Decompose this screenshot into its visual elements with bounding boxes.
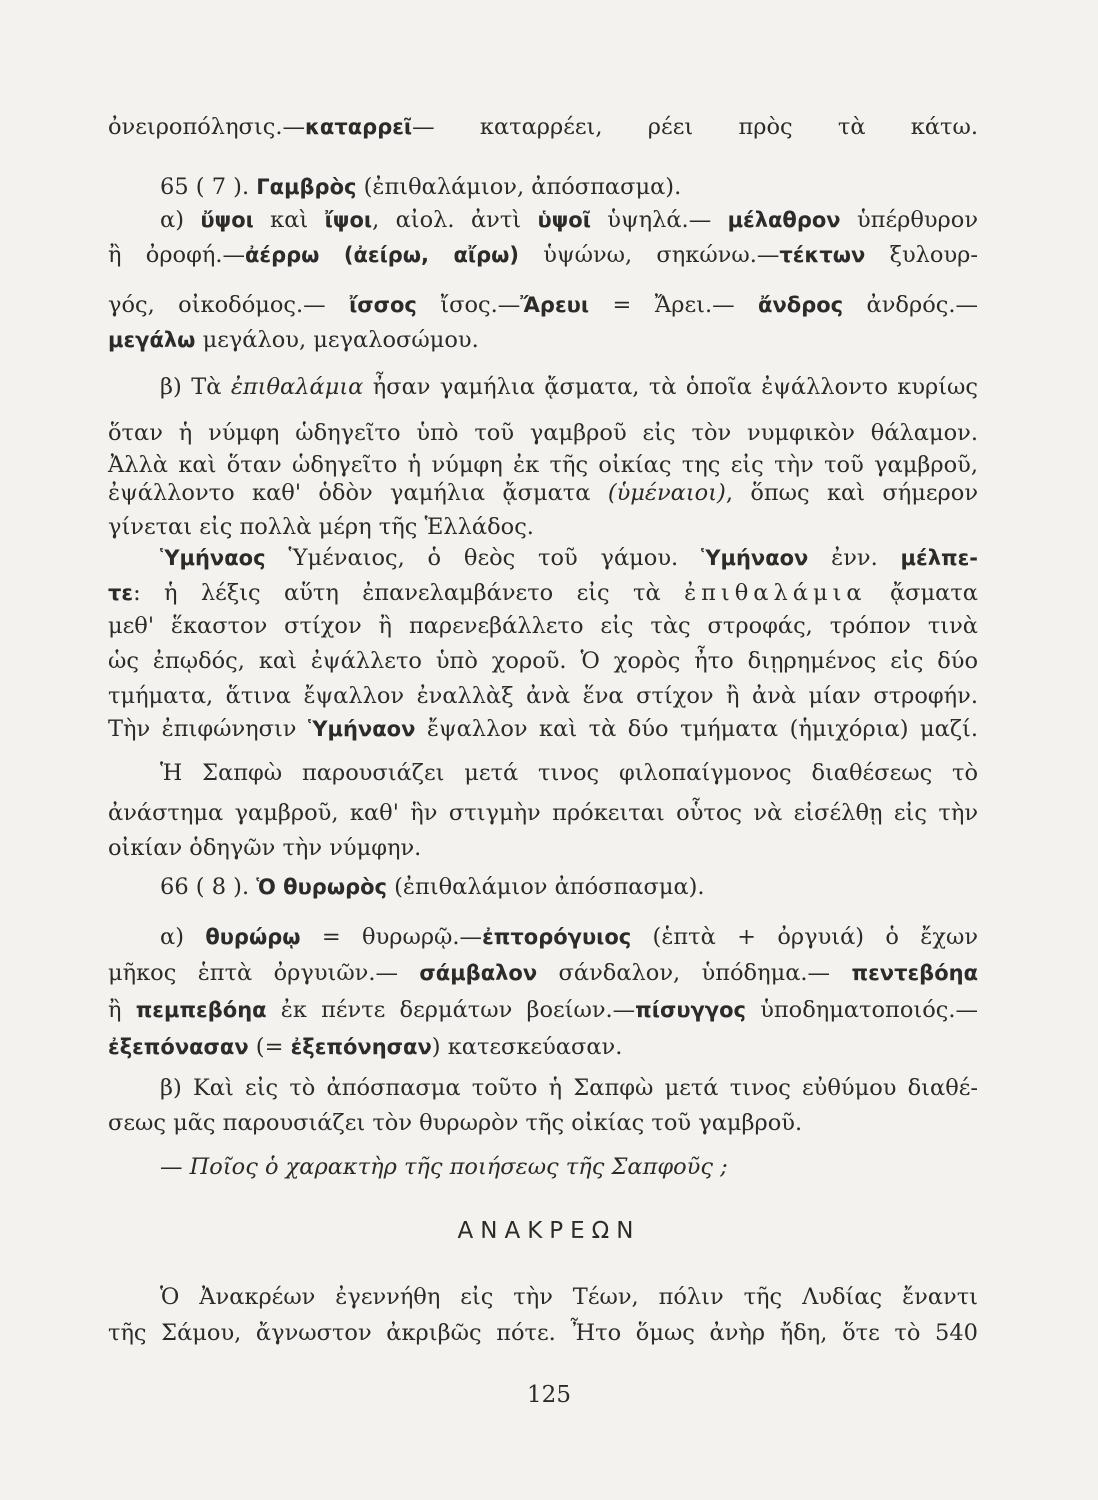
- text-line: ἢ πεμπεβόηα ἐκ πέντε δερμάτων βοείων.—πίσυγγος ὑποδηματοποιός.—: [108, 997, 978, 1023]
- text-line: οἰκίαν ὁδηγῶν τὴν νύμφην.: [108, 835, 422, 861]
- text-line: μεθ' ἕκαστον στίχον ἢ παρενεβάλλετο εἰς τὰς στροφάς, τρόπον τινὰ: [108, 613, 978, 639]
- text-line: τῆς Σάμου, ἄγνωστον ἀκριβῶς πότε. Ἦτο ὅμως ἀνὴρ ἤδη, ὅτε τὸ 540: [108, 1320, 978, 1346]
- text-line: α) ὔψοι καὶ ἴψοι, αἰολ. ἀντὶ ὑψοῖ ὑψηλά.— μέλαθρον ὑπέρθυρον: [160, 207, 979, 233]
- text-line: β) Καὶ εἰς τὸ ἀπόσπασμα τοῦτο ἡ Σαπφὼ μετά τινος εὐθύμου διαθέ-: [160, 1075, 978, 1101]
- text-line: ἐψάλλοντο καθ' ὁδὸν γαμήλια ᾄσματα (ὑμέναιοι), ὅπως καὶ σήμερον: [108, 480, 978, 506]
- text-line: ὅταν ἡ νύμφη ὡδηγεῖτο ὑπὸ τοῦ γαμβροῦ εἰς τὸν νυμφικὸν θάλαμον.: [108, 420, 978, 446]
- author-heading: ΑΝΑΚΡΕΩΝ: [457, 1218, 641, 1244]
- text-line: μῆκος ἑπτὰ ὀργυιῶν.— σάμβαλον σάνδαλον, ὑπόδημα.— πεντεβόηα: [108, 960, 979, 986]
- text-line: Ὁ Ἀνακρέων ἐγεννήθη εἰς τὴν Τέων, πόλιν τῆς Λυδίας ἔναντι: [160, 1284, 978, 1310]
- text-line: μεγάλω μεγάλου, μεγαλοσώμου.: [108, 327, 479, 353]
- text-line: σεως μᾶς παρουσιάζει τὸν θυρωρὸν τῆς οἰκίας τοῦ γαμβροῦ.: [108, 1110, 803, 1136]
- text-line: ἀνάστημα γαμβροῦ, καθ' ἣν στιγμὴν πρόκειται οὗτος νὰ εἰσέλθῃ εἰς τὴν: [108, 800, 978, 826]
- question-line: — Ποῖος ὁ χαρακτὴρ τῆς ποιήσεως τῆς Σαπφοῦς ;: [160, 1154, 728, 1180]
- text-line: τμήματα, ἅτινα ἔψαλλον ἐναλλὰξ ἀνὰ ἕνα στίχον ἢ ἀνὰ μίαν στροφήν.: [108, 683, 978, 709]
- page-number: 125: [527, 1382, 571, 1408]
- text-line: τε: ἡ λέξις αὕτη ἐπανελαμβάνετο εἰς τὰ ἐπιθαλάμια ᾄσματα: [108, 580, 978, 606]
- text-line: α) θυρώρῳ = θυρωρῷ.—ἐπτορόγυιος (ἑπτὰ + ὀργυιά) ὁ ἔχων: [160, 924, 978, 950]
- text-line: γίνεται εἰς πολλὰ μέρη τῆς Ἑλλάδος.: [108, 514, 534, 540]
- text-line: ὡς ἐπῳδός, καὶ ἐψάλλετο ὑπὸ χοροῦ. Ὁ χορὸς ἦτο διῃρημένος εἰς δύο: [108, 648, 978, 674]
- text-line: Ἀλλὰ καὶ ὅταν ὡδηγεῖτο ἡ νύμφη ἐκ τῆς οἰκίας της εἰς τὴν τοῦ γαμβροῦ,: [108, 452, 978, 478]
- text-line: ἐξεπόνασαν (= ἐξεπόνησαν) κατεσκεύασαν.: [108, 1034, 623, 1060]
- text-line: Ἡ Σαπφὼ παρουσιάζει μετά τινος φιλοπαίγμονος διαθέσεως τὸ: [160, 760, 978, 786]
- section-heading-65: 65 ( 7 ). Γαμβρὸς (ἐπιθαλάμιον, ἀπόσπασμα).: [160, 174, 682, 200]
- text-line: γός, οἰκοδόμος.— ἴσσος ἴσος.—Ἄρευι = Ἄρει.— ἄνδρος ἀνδρός.—: [108, 292, 978, 318]
- text-line: ὀνειροπόλησις.—καταρρεῖ— καταρρέει, ρέει πρὸς τὰ κάτω.: [108, 114, 978, 140]
- section-heading-66: 66 ( 8 ). Ὁ θυρωρὸς (ἐπιθαλάμιον ἀπόσπασμα).: [160, 874, 705, 900]
- text-line: ἢ ὀροφή.—ἀέρρω (ἀείρω, αἴρω) ὑψώνω, σηκώνω.—τέκτων ξυλουρ-: [108, 242, 978, 268]
- text-line: Τὴν ἐπιφώνησιν Ὑμήναον ἔψαλλον καὶ τὰ δύο τμήματα (ἡμιχόρια) μαζί.: [108, 716, 978, 742]
- text-line: β) Τὰ ἐπιθαλάμια ἦσαν γαμήλια ᾄσματα, τὰ ὁποῖα ἐψάλλοντο κυρίως: [160, 374, 979, 400]
- text-line: Ὑμήναος Ὑμέναιος, ὁ θεὸς τοῦ γάμου. Ὑμήναον ἐνν. μέλπε-: [160, 545, 978, 571]
